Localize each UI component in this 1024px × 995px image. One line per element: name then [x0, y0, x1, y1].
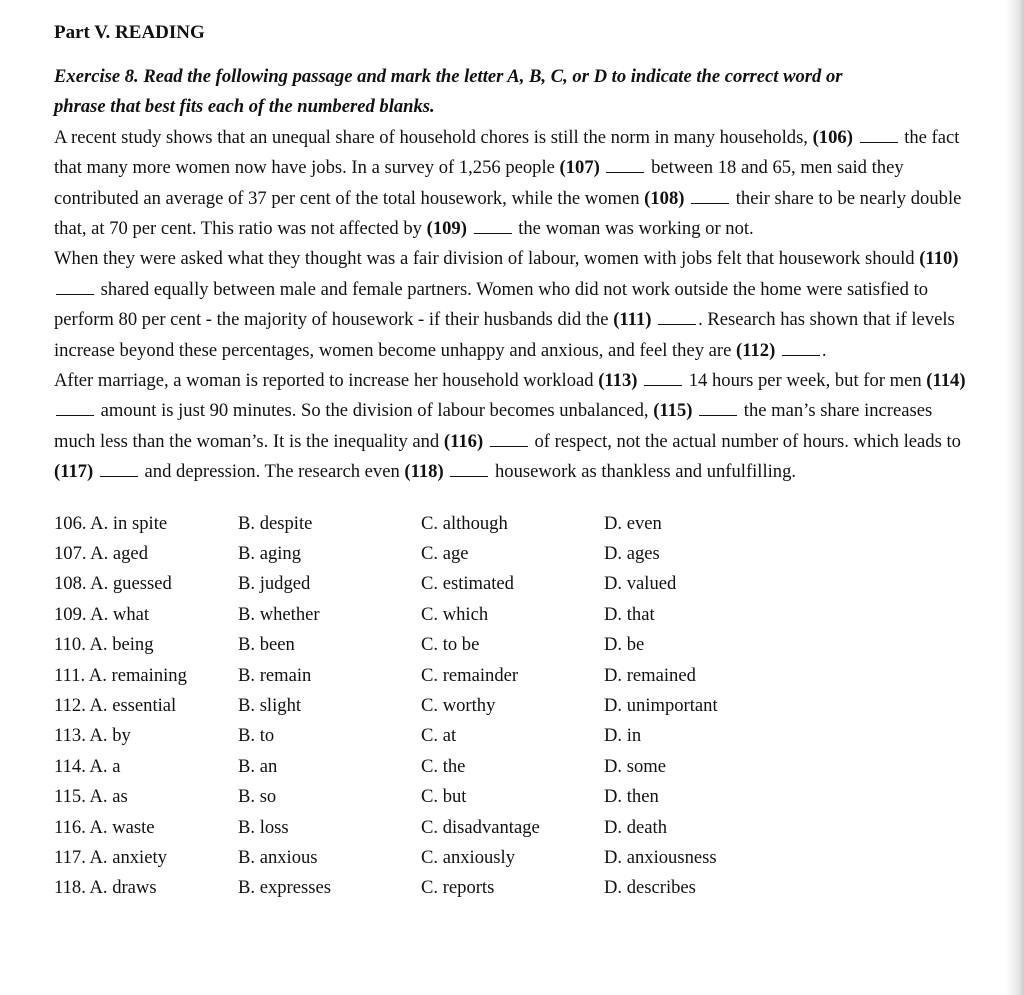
- answer-blank: [606, 171, 644, 173]
- passage-text: shared equally between male and female partners. Women who did not work outside the home were satisfied to perform 80 per cent - the majority of housework - if their husbands did the: [54, 278, 929, 331]
- option-d: D. be: [604, 634, 645, 656]
- passage-text: 14 hours per week, but for men: [684, 370, 927, 392]
- option-d: D. some: [604, 755, 666, 777]
- option-a: 116. A. waste: [54, 816, 155, 838]
- option-row: [54, 630, 974, 660]
- passage-text: and depression. The research even: [139, 461, 405, 483]
- option-row: [54, 539, 974, 569]
- part-title: Part V. READING: [54, 22, 205, 43]
- option-d: D. then: [604, 786, 659, 808]
- option-c: C. age: [421, 543, 469, 565]
- option-a: 114. A. a: [54, 755, 121, 777]
- passage-text: .: [821, 339, 827, 361]
- answer-options: [54, 509, 974, 904]
- option-d: D. that: [604, 603, 655, 625]
- passage-text: the fact that many more women now have jobs. In a survey of 1,256 people: [54, 126, 960, 179]
- option-row: [54, 691, 974, 721]
- answer-blank: [860, 141, 898, 143]
- option-a: 115. A. as: [54, 786, 128, 808]
- blank-number: (110): [919, 248, 959, 270]
- blank-number: (106): [812, 126, 853, 148]
- option-b: B. anxious: [238, 846, 318, 868]
- instruction-line: Exercise 8. Read the following passage and mark the letter A, B, C, or D to indicate the correct word or: [54, 66, 843, 87]
- option-a: 107. A. aged: [54, 543, 148, 565]
- option-row: [54, 873, 974, 903]
- page-edge-shadow: [1006, 0, 1024, 995]
- blank-number: (114): [926, 370, 966, 392]
- blank-number: (111): [613, 309, 652, 331]
- passage-text: amount is just 90 minutes. So the division of labour becomes unbalanced,: [96, 400, 654, 422]
- answer-blank: [474, 232, 512, 234]
- option-b: B. aging: [238, 543, 302, 565]
- blank-number: (109): [426, 218, 467, 240]
- option-b: B. loss: [238, 816, 289, 838]
- passage-paragraph: [54, 244, 974, 366]
- option-row: [54, 661, 974, 691]
- option-c: C. the: [421, 755, 466, 777]
- answer-blank: [56, 414, 94, 416]
- option-row: [54, 569, 974, 599]
- passage-paragraph: [54, 123, 974, 245]
- option-a: 118. A. draws: [54, 877, 157, 899]
- option-d: D. in: [604, 725, 642, 747]
- option-b: B. expresses: [238, 877, 331, 899]
- option-a: 117. A. anxiety: [54, 846, 167, 868]
- option-b: B. so: [238, 786, 277, 808]
- option-c: C. anxiously: [421, 846, 516, 868]
- blank-number: (116): [443, 430, 484, 452]
- document-page: [54, 18, 974, 904]
- option-c: C. worthy: [421, 695, 496, 717]
- option-d: D. valued: [604, 573, 677, 595]
- answer-blank: [644, 384, 682, 386]
- option-d: D. unimportant: [604, 695, 718, 717]
- option-row: [54, 782, 974, 812]
- instruction-line: phrase that best fits each of the numbered blanks.: [54, 96, 435, 118]
- option-b: B. slight: [238, 695, 302, 717]
- option-c: C. remainder: [421, 664, 519, 686]
- option-row: [54, 813, 974, 843]
- option-c: C. to be: [421, 634, 480, 656]
- reading-passage: [54, 123, 974, 488]
- blank-number: (113): [598, 370, 638, 392]
- option-b: B. remain: [238, 664, 312, 686]
- answer-blank: [490, 445, 528, 447]
- answer-blank: [100, 475, 138, 477]
- option-d: D. ages: [604, 543, 660, 565]
- option-row: [54, 600, 974, 630]
- option-d: D. even: [604, 512, 662, 534]
- option-c: C. which: [421, 603, 489, 625]
- answer-blank: [699, 414, 737, 416]
- option-a: 112. A. essential: [54, 695, 177, 717]
- option-d: D. death: [604, 816, 667, 838]
- option-b: B. an: [238, 755, 278, 777]
- option-row: [54, 752, 974, 782]
- passage-text: When they were asked what they thought was a fair division of labour, women with jobs felt that housework should: [54, 248, 920, 270]
- option-row: [54, 721, 974, 751]
- passage-text: A recent study shows that an unequal share of household chores is still the norm in many households,: [54, 126, 813, 148]
- exercise-instruction: [54, 62, 974, 123]
- option-a: 106. A. in spite: [54, 512, 168, 534]
- option-a: 111. A. remaining: [54, 664, 187, 686]
- blank-number: (108): [644, 187, 685, 209]
- option-a: 113. A. by: [54, 725, 131, 747]
- option-d: D. describes: [604, 877, 696, 899]
- answer-blank: [691, 202, 729, 204]
- option-a: 109. A. what: [54, 603, 150, 625]
- option-b: B. despite: [238, 512, 313, 534]
- answer-blank: [56, 293, 94, 295]
- option-b: B. to: [238, 725, 275, 747]
- passage-paragraph: [54, 366, 974, 488]
- blank-number: (107): [559, 157, 600, 179]
- option-c: C. disadvantage: [421, 816, 540, 838]
- passage-text: the woman was working or not.: [513, 218, 754, 240]
- option-a: 110. A. being: [54, 634, 154, 656]
- blank-number: (112): [736, 339, 776, 361]
- option-a: 108. A. guessed: [54, 573, 172, 595]
- passage-text: housework as thankless and unfulfilling.: [490, 461, 797, 483]
- option-c: C. although: [421, 512, 508, 534]
- option-d: D. anxiousness: [604, 846, 717, 868]
- passage-text: the man’s share increases much less than the woman’s. It is the inequality and: [54, 400, 933, 452]
- option-c: C. reports: [421, 877, 495, 899]
- option-row: [54, 843, 974, 873]
- option-c: C. estimated: [421, 573, 514, 595]
- passage-text: their share to be nearly double that, at 70 per cent. This ratio was not affected by: [54, 187, 962, 240]
- passage-text: between 18 and 65, men said they contributed an average of 37 per cent of the total housework, while the women: [54, 157, 904, 209]
- blank-number: (118): [404, 461, 444, 483]
- answer-blank: [450, 475, 488, 477]
- passage-text: of respect, not the actual number of hours. which leads to: [529, 430, 961, 452]
- answer-blank: [782, 354, 820, 356]
- answer-blank: [658, 323, 696, 325]
- option-b: B. been: [238, 634, 295, 656]
- option-d: D. remained: [604, 664, 696, 686]
- blank-number: (115): [653, 400, 693, 422]
- passage-text: . Research has shown that if levels increase beyond these percentages, women become unhappy and anxious, and feel they are: [54, 309, 955, 361]
- passage-text: After marriage, a woman is reported to increase her household workload: [54, 370, 599, 392]
- option-b: B. judged: [238, 573, 311, 595]
- option-b: B. whether: [238, 603, 320, 625]
- option-c: C. at: [421, 725, 457, 747]
- option-row: [54, 509, 974, 539]
- blank-number: (117): [54, 461, 94, 483]
- option-c: C. but: [421, 786, 467, 808]
